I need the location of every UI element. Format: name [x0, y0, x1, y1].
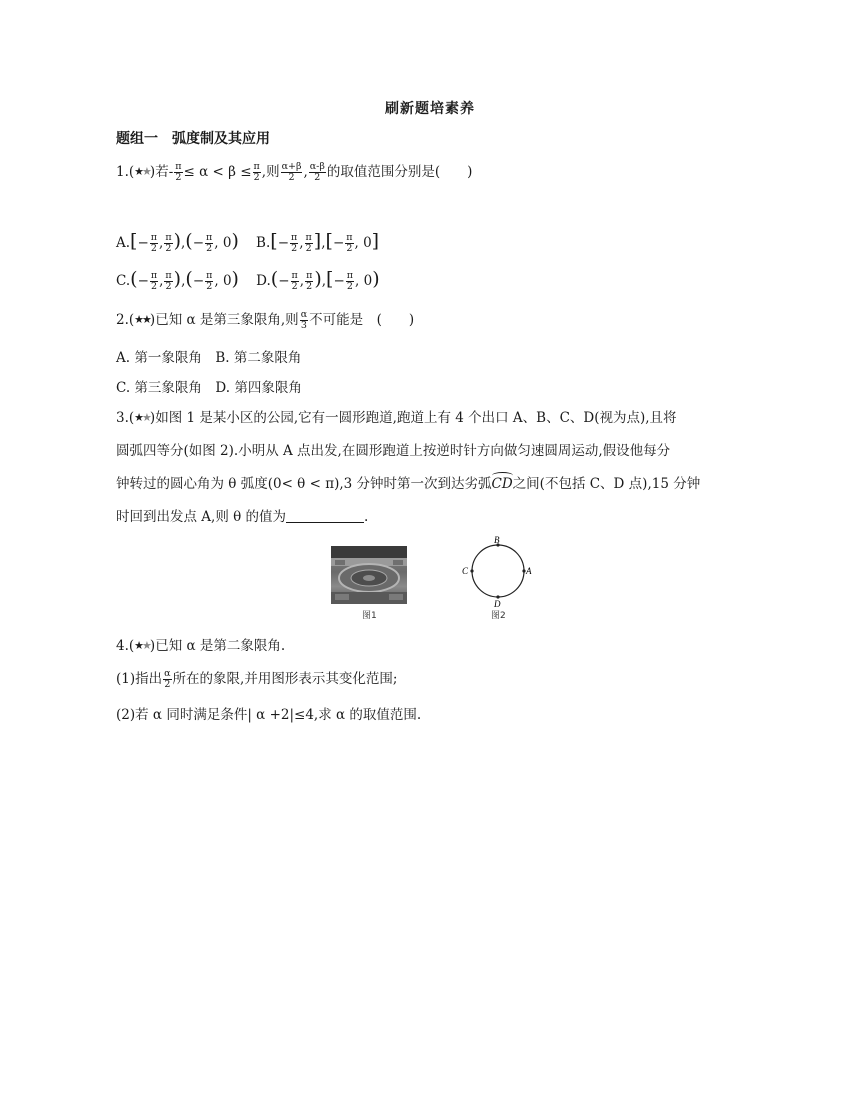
label-c: C: [462, 566, 469, 576]
question-1-options-row-2: C.(− $\frac{\pi}{2}$ , $\frac{\pi}{2}$ ),(− $\frac{\pi}{2}$ , 0) D.(− $\frac{\pi}{2}$ , $\frac{\pi}{2}$ ),[− $\frac{\pi}{2}$ , 0): [116, 268, 380, 292]
fraction: $\frac{\alpha}{2}$: [164, 668, 171, 690]
difficulty-star-icon: ★: [134, 313, 143, 326]
question-2-stem: 2.(★★)已知 α 是第三象限角,则 $\frac{\alpha}{3}$ 不可能是 ( ): [116, 309, 415, 331]
question-3-line-3: 钟转过的圆心角为 θ 弧度(0< θ < π),3 分钟时第一次到达劣弧CD之间(不包括 C、D 点),15 分钟: [116, 476, 701, 492]
section-heading: 题组一 弧度制及其应用: [116, 131, 270, 147]
difficulty-star-icon: ★: [142, 639, 150, 652]
difficulty-star-icon: ★: [134, 411, 143, 424]
label-d: D: [494, 599, 501, 609]
difficulty-star-icon: ★: [142, 165, 150, 178]
arc-cd: CD: [491, 476, 513, 492]
question-3-line-4: 时回到出发点 A,则 θ 的值为 .: [116, 509, 369, 525]
question-4-part-1: (1)指出 $\frac{\alpha}{2}$ 所在的象限,并用图形表示其变化范围;: [116, 668, 398, 690]
point-c: [470, 569, 473, 572]
question-4-stem: 4.(★★)已知 α 是第二象限角.: [116, 638, 286, 654]
question-2-options-row-1: A. 第一象限角 B. 第二象限角: [116, 350, 302, 366]
page-title: 刷新题培素养: [385, 101, 475, 117]
fraction: $\frac{\pi}{2}$: [175, 161, 182, 183]
fraction: $\frac{\alpha+\beta}{2}$: [281, 161, 302, 183]
question-1-stem: 1.(★★)若- $\frac{\pi}{2}$ ≤ α < β ≤ $\frac{\pi}{2}$ ,则 $\frac{\alpha+\beta}{2}$ , $\frac{\alpha-\beta}{2}$ 的取值范围分别是( ): [116, 161, 473, 183]
question-1-options-row-1: A.[− $\frac{\pi}{2}$ , $\frac{\pi}{2}$ ),(− $\frac{\pi}{2}$ , 0) B.[− $\frac{\pi}{2}$ , $\frac{\pi}{2}$ ],[− $\frac{\pi}{2}$ , 0]: [116, 230, 380, 254]
fraction: $\frac{\pi}{2}$: [253, 161, 260, 183]
difficulty-star-icon: ★: [142, 411, 150, 424]
question-4-part-2: (2)若 α 同时满足条件| α +2|≤4,求 α 的取值范围.: [116, 707, 422, 723]
park-photo: [331, 546, 407, 604]
difficulty-star-icon: ★: [142, 313, 150, 326]
difficulty-star-icon: ★: [134, 165, 143, 178]
fraction: $\frac{\alpha}{3}$: [300, 309, 308, 331]
question-2-options-row-2: C. 第三象限角 D. 第四象限角: [116, 380, 302, 396]
difficulty-star-icon: ★: [134, 639, 143, 652]
figure-1-caption: 图1: [362, 611, 377, 621]
fraction: $\frac{\alpha-\beta}{2}$: [309, 161, 325, 183]
answer-blank[interactable]: [286, 510, 364, 523]
figure-2-caption: 图2: [491, 611, 506, 621]
label-b: B: [494, 535, 500, 545]
question-3-line-1: 3.(★★)如图 1 是某小区的公园,它有一圆形跑道,跑道上有 4 个出口 A、B、C、D(视为点),且将: [116, 410, 677, 426]
label-a: A: [526, 566, 532, 576]
question-3-line-2: 圆弧四等分(如图 2).小明从 A 点出发,在圆形跑道上按逆时针方向做匀速圆周运动,假设他每分: [116, 443, 671, 459]
